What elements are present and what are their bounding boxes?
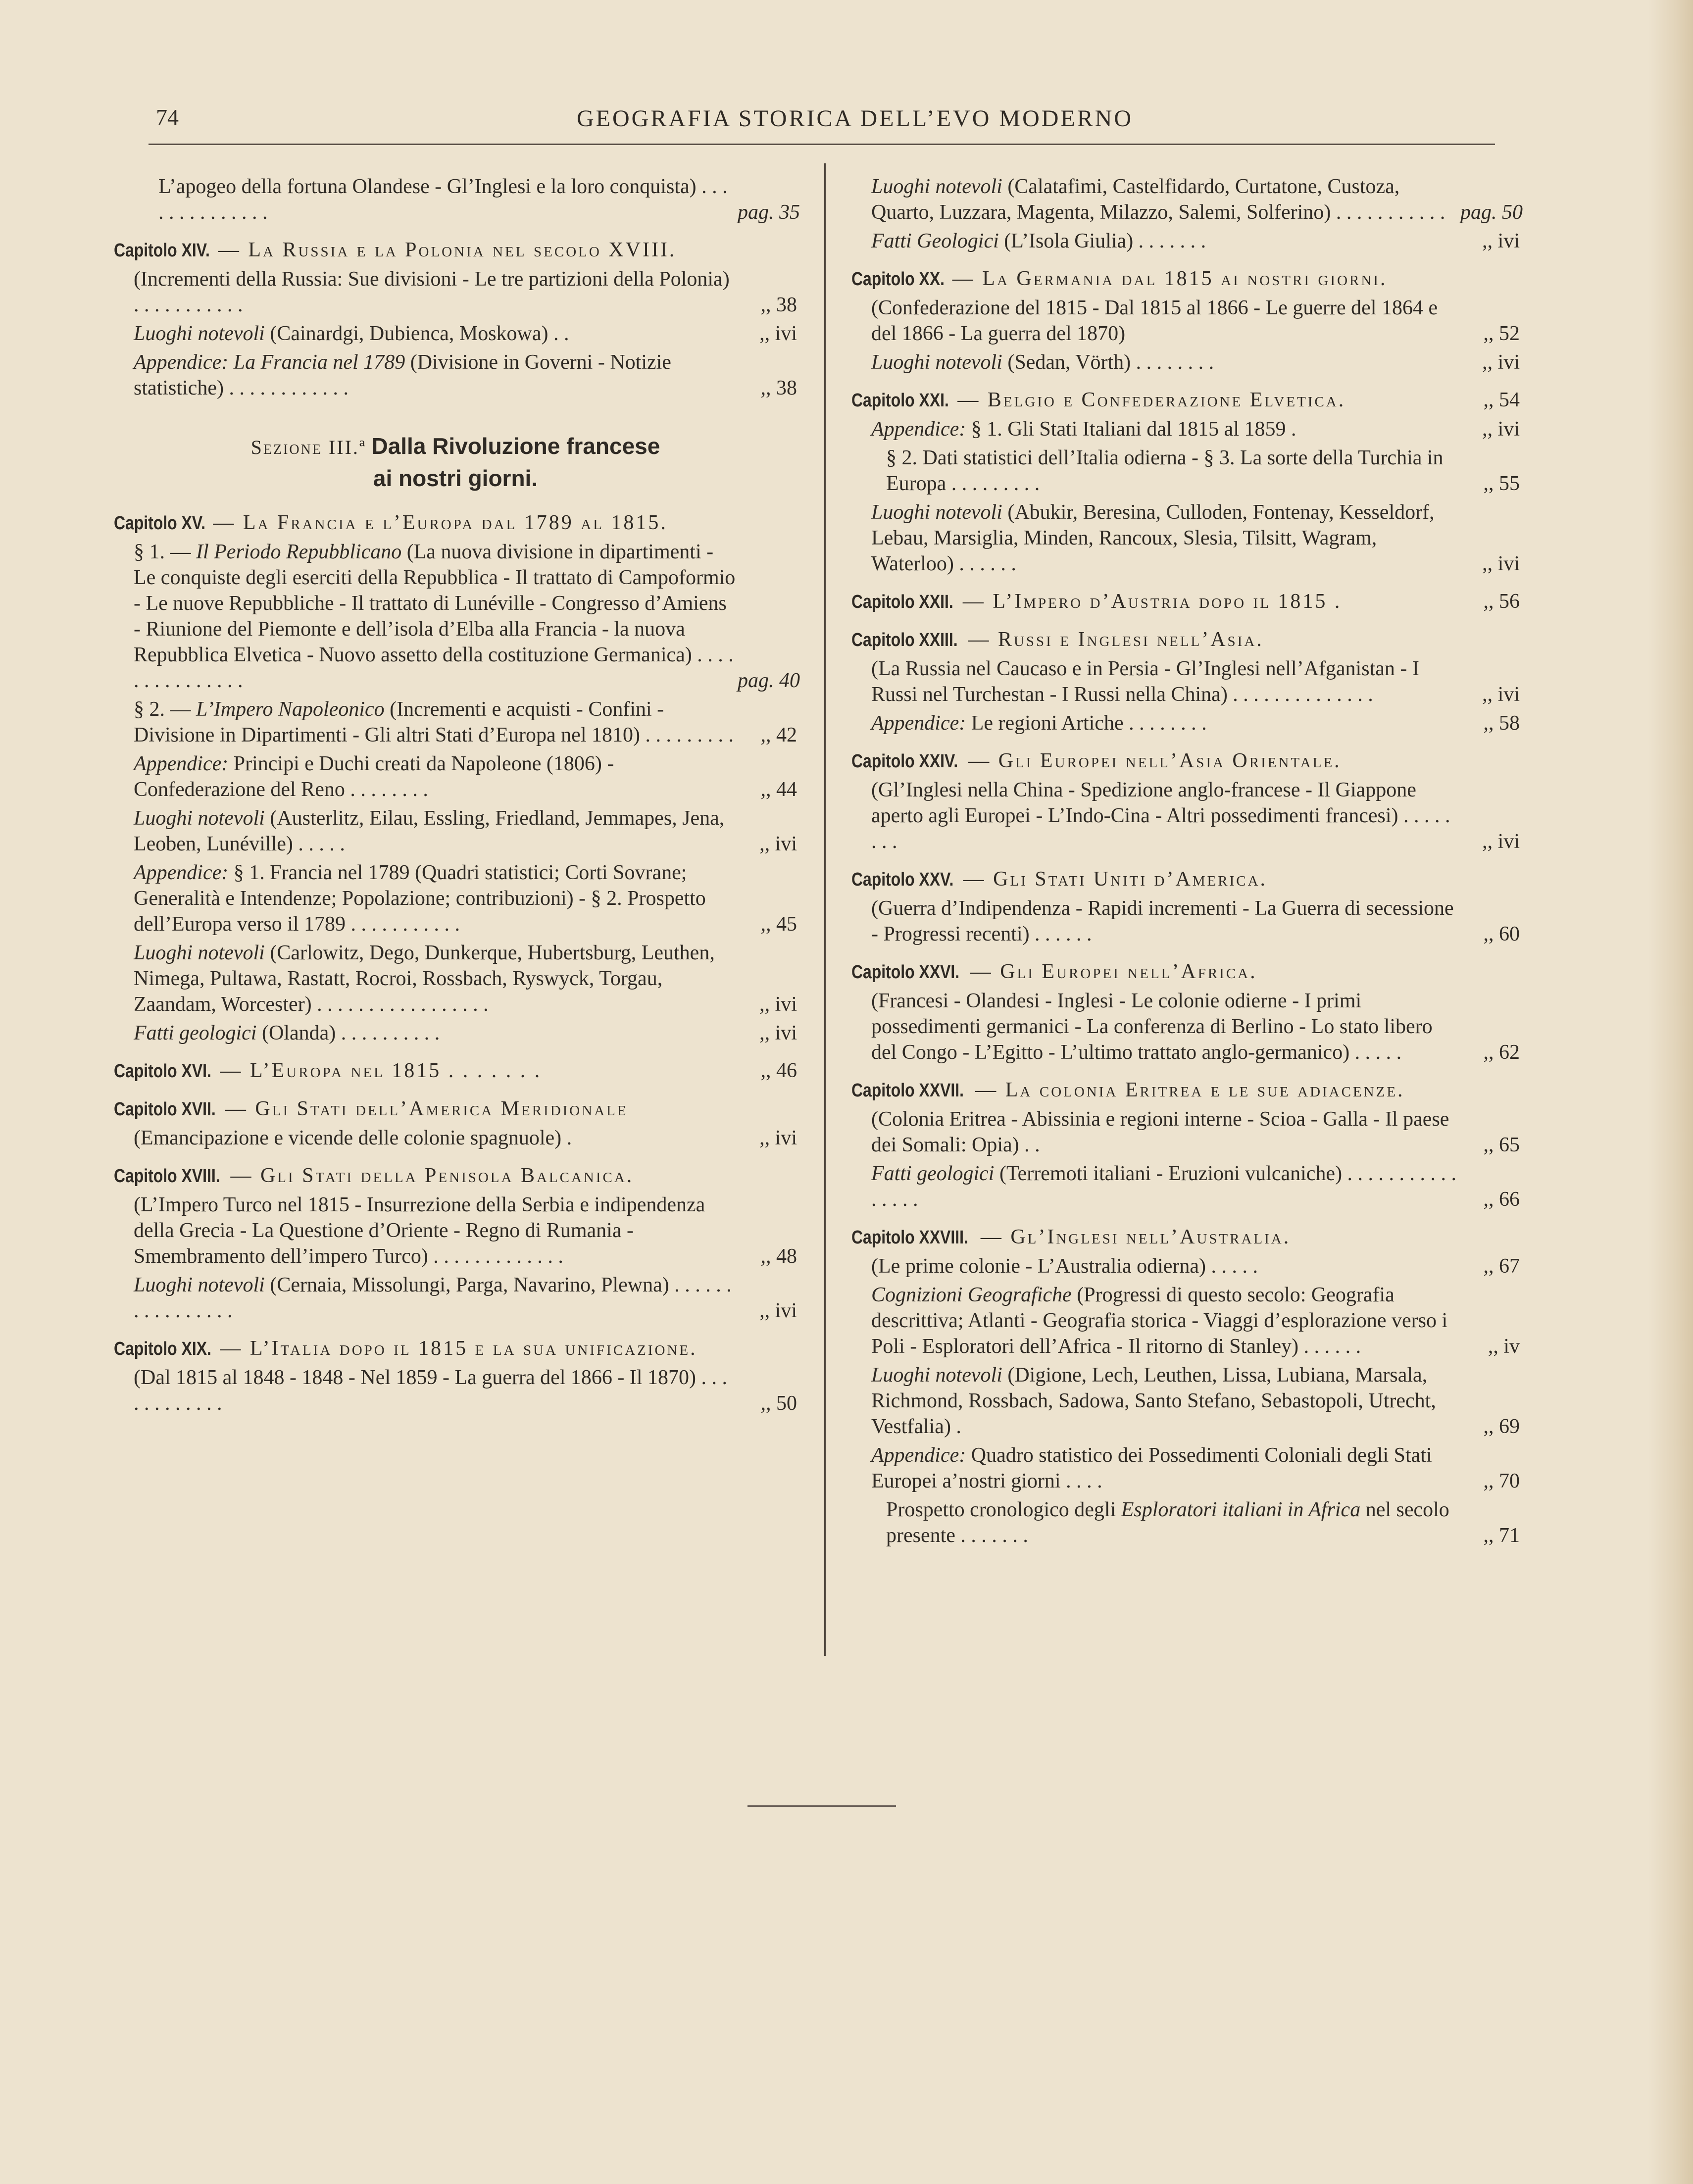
entry-page: pag. 50 [1460,201,1523,224]
entry-text: (Carlowitz, Dego, Dunkerque, Hubertsburg, Leuthen, Nimega, Pultawa, Rastatt, Rocroi, Rossbach, Ryswyck, Torgau, Zaandam, Worcester) . . . . . . . . . . . . . . . . . [134,942,715,1016]
entry-text: (Divisione in Governi - Notizie statistiche) . . . . . . . . . . . . [134,351,671,399]
entry-page: ,, 52 [1483,322,1520,345]
chapter-title: — Gli Europei nell’Africa. [970,960,1257,983]
chapter-label: Capitolo XXII. [851,592,953,612]
entry-text: (Guerra d’Indipendenza - Rapidi incrementi - La Guerra di secessione - Progressi recenti) . . . . . . [871,897,1454,945]
chapter-title: — Gli Stati dell’America Meridionale [225,1097,628,1120]
running-title: GEOGRAFIA STORICA DELL’EVO MODERNO [577,105,1134,132]
chapter-title: — Gli Europei nell’Asia Orientale. [968,749,1342,772]
entry-italic: Luoghi notevoli [134,322,265,345]
column-divider [824,163,826,1656]
entry-italic: Luoghi notevoli [134,1274,265,1296]
entry-text: (La nuova divisione in dipartimenti - Le conquiste degli eserciti della Repubblica - Il trattato di Campoformio - Le nuove Repubbliche - Il trattato di Lunéville - Congresso d’Amiens - Riunione del Piemonte e dell’isola d’Elba alla Francia - la nuova Repubblica Elvetica - Nuovo assetto della costituzione Germanica) . . . . . . . . . . . . . . . [134,541,736,692]
entry-text: (Progressi di questo secolo: Geografia descrittiva; Atlanti - Geografia storica - Viaggi d’esplorazione verso i Poli - Esploratori dell’Africa - Il ritorno di Stanley) . . . . . . [871,1284,1448,1358]
chapter-xvi [114,1058,797,1084]
chapter-xxviii [851,1224,1520,1548]
chapter-xxvii [851,1077,1520,1212]
chapter-label: Capitolo XVIII. [114,1166,220,1187]
chapter-title: — Gli Stati della Penisola Balcanica. [230,1164,634,1187]
chapter-xv [114,510,800,1046]
chapter-xxvi [851,959,1520,1065]
page-header [149,104,1485,149]
entry-italic: Appendice: [134,752,229,775]
chapter-title: — Russi e Inglesi nell’Asia. [968,628,1264,651]
entry-text: (Francesi - Olandesi - Inglesi - Le colonie odierne - I primi possedimenti germanici - La conferenza di Berlino - Lo stato libero del Congo - L’Egitto - L’ultimo trattato anglo-germanico) . . . . . [871,990,1433,1064]
header-rule [149,144,1495,145]
entry-page: ,, ivi [1482,418,1520,441]
entry-italic: Appendice: [871,1444,966,1467]
chapter-page: ,, 54 [1483,389,1520,411]
chapter-title: — La Germania dal 1815 ai nostri giorni. [952,267,1388,290]
entry-page: ,, ivi [759,1299,797,1322]
page-number: 74 [156,104,179,130]
chapter-title: — L’Italia dopo il 1815 e la sua unificazione. [220,1337,697,1360]
chapter-title: — Belgio e Confederazione Elvetica. [957,389,1346,411]
entry-text: (Digione, Lech, Leuthen, Lissa, Lubiana, Marsala, Richmond, Rossbach, Sadowa, Santo Stefano, Sebastopoli, Utrecht, Vestfalia) . [871,1364,1436,1438]
entry-page: pag. 35 [738,201,800,224]
entry-page: ,, ivi [759,833,797,855]
entry-page: ,, 58 [1483,712,1520,735]
chapter-title: — La Russia e la Polonia nel secolo XVIII. [218,239,677,261]
entry-italic: Appendice: [871,418,966,441]
chapter-label: Capitolo XXVII. [851,1080,964,1101]
entry-text-end: nel secolo presente . . . . . . . [886,1498,1449,1547]
chapter-title: — Gl’Inglesi nell’Australia. [980,1226,1291,1248]
chapter-label: Capitolo XXIV. [851,751,958,772]
entry-italic: Cognizioni Geografiche [871,1284,1072,1306]
chapter-label: Capitolo XIV. [114,240,210,261]
entry-page: ,, 67 [1483,1255,1520,1278]
entry-italic: Appendice: [134,861,229,884]
chapter-xxiv [851,748,1520,854]
entry-text: (Incrementi della Russia: Sue divisioni - Le tre partizioni della Polonia) . . . . . . . . . . . [134,268,730,316]
section-title: Dalla Rivoluzione francese [371,433,660,459]
chapter-xx [851,266,1520,375]
chapter-label: Capitolo XXVI. [851,962,960,983]
entry-page: ,, 48 [760,1245,797,1268]
entry-page: ,, 65 [1483,1134,1520,1156]
entry-text: § 2. Dati statistici dell’Italia odierna - § 3. La sorte della Turchia in Europa . . . . . . . . . [886,447,1444,495]
section-title-line2: ai nostri giorni. [373,465,538,491]
entry-italic: Luoghi notevoli [871,501,1002,524]
entry-text: L’apogeo della fortuna Olandese - Gl’Inglesi e la loro conquista) . . . . . . . . . . . . . . [158,175,728,224]
entry-text: (Abukir, Beresina, Culloden, Fontenay, Kesseldorf, Lebau, Marsiglia, Minden, Rancoux, Slesia, Tilsitt, Wagram, Waterloo) . . . . . . [871,501,1435,575]
chapter-xxii [851,589,1520,615]
chapter-label: Capitolo XXIII. [851,630,958,650]
entry-text: (L’Impero Turco nel 1815 - Insurrezione della Serbia e indipendenza della Grecia - La Questione d’Oriente - Regno di Rumania - Smembramento dell’impero Turco) . . . . . . . . . . . . . [134,1193,705,1268]
chapter-xvii [114,1096,797,1151]
entry-page: ,, ivi [759,1127,797,1149]
toc-entry [851,174,1523,254]
chapter-title: — La colonia Eritrea e le sue adiacenze. [975,1079,1405,1101]
entry-italic: Luoghi notevoli [134,942,265,964]
chapter-page: ,, 46 [760,1059,797,1082]
entry-page: ,, 60 [1483,923,1520,945]
entry-italic: Luoghi notevoli [134,807,265,830]
entry-text: Le regioni Artiche . . . . . . . . [966,712,1207,735]
entry-prefix: § 2. — [134,698,196,721]
entry-page: ,, 71 [1483,1524,1520,1547]
entry-italic: Fatti geologici [134,1022,257,1044]
entry-text: (Austerlitz, Eilau, Essling, Friedland, Jemmapes, Jena, Leoben, Lunéville) . . . . . [134,807,725,855]
chapter-title: — L’Impero d’Austria dopo il 1815 . [962,590,1342,613]
entry-page: ,, ivi [1482,351,1520,374]
entry-page: ,, 69 [1483,1415,1520,1438]
entry-text: (Emancipazione e vicende delle colonie spagnuole) . [134,1127,572,1149]
entry-page: ,, ivi [1482,552,1520,575]
chapter-label: Capitolo XX. [851,269,945,290]
chapter-xviii [114,1163,797,1324]
chapter-label: Capitolo XXI. [851,390,949,411]
entry-page: ,, 38 [760,294,797,316]
entry-text: (L’Isola Giulia) . . . . . . . [998,230,1206,252]
entry-text: (Terremoti italiani - Eruzioni vulcaniche) . . . . . . . . . . . . . . . . [871,1162,1457,1211]
entry-italic: Luoghi notevoli [871,1364,1002,1387]
chapter-title: — Gli Stati Uniti d’America. [963,868,1268,891]
entry-text: (Cainardgi, Dubienca, Moskowa) . . [264,322,569,345]
entry-page: ,, 66 [1483,1188,1520,1211]
toc-entry [114,174,800,225]
section-heading [114,431,797,495]
chapter-label: Capitolo XXVIII. [851,1227,968,1248]
entry-page: ,, iv [1488,1335,1520,1358]
entry-page: ,, 55 [1483,472,1520,495]
entry-text: (Calatafimi, Castelfidardo, Curtatone, Custoza, Quarto, Luzzara, Magenta, Milazzo, Salemi, Solferino) . . . . . . . . . . . [871,175,1445,224]
entry-text: (Sedan, Vörth) . . . . . . . . [1002,351,1214,374]
chapter-label: Capitolo XIX. [114,1339,211,1359]
chapter-xix [114,1336,797,1416]
chapter-xxi [851,387,1520,577]
entry-text: (Dal 1815 al 1848 - 1848 - Nel 1859 - La guerra del 1866 - Il 1870) . . . . . . . . . . . . [134,1366,728,1415]
entry-italic: Luoghi notevoli [871,175,1002,198]
entry-text: Principi e Duchi creati da Napoleone (1806) - Confederazione del Reno . . . . . . . . [134,752,614,801]
entry-text: (Incrementi e acquisti - Confini - Divisione in Dipartimenti - Gli altri Stati d’Europa nel 1810) . . . . . . . . . [134,698,734,746]
entry-page: ,, ivi [759,1022,797,1044]
entry-page: ,, 38 [760,377,797,399]
entry-italic: Fatti Geologici [871,230,999,252]
entry-text: (Confederazione del 1815 - Dal 1815 al 1866 - Le guerre del 1864 e del 1866 - La guerra del 1870) [871,297,1438,345]
bottom-rule [747,1805,896,1807]
entry-text: (Cernaia, Missolungi, Parga, Navarino, Plewna) . . . . . . . . . . . . . . . . [134,1274,732,1322]
left-column [114,171,800,1428]
chapter-label: Capitolo XVII. [114,1099,216,1120]
entry-page: ,, 70 [1483,1470,1520,1492]
entry-italic: Appendice: [871,712,966,735]
entry-text: (La Russia nel Caucaso e in Persia - Gl’Inglesi nell’Afganistan - I Russi nel Turchestan - I Russi nella China) . . . . . . . . . . . . . . [871,657,1419,706]
chapter-page: ,, 56 [1483,590,1520,613]
entry-text: (Colonia Eritrea - Abissinia e regioni interne - Scioa - Galla - Il paese dei Somali: Opia) . . [871,1108,1449,1156]
entry-page: ,, ivi [759,993,797,1016]
section-number: Sezione III.ª [250,436,366,458]
chapter-xxiii [851,627,1520,736]
entry-text: (Gl’Inglesi nella China - Spedizione anglo-francese - Il Giappone aperto agli Europei - L’Indo-Cina - Altri possedimenti francesi) . . . . . . . . [871,779,1450,853]
chapter-title: — L’Europa nel 1815 . . . . . . . [220,1059,542,1082]
entry-text: Quadro statistico dei Possedimenti Coloniali degli Stati Europei a’nostri giorni . . . . [871,1444,1432,1492]
entry-page: pag. 40 [738,669,800,692]
entry-page: ,, 45 [760,913,797,936]
chapter-label: Capitolo XV. [114,513,206,534]
entry-italic: Appendice: La Francia nel 1789 [134,351,405,374]
right-column [851,171,1523,1560]
chapter-xiv [114,237,797,401]
entry-italic: Esploratori italiani in Africa [1121,1498,1361,1521]
chapter-label: Capitolo XXV. [851,869,954,890]
entry-italic: Fatti geologici [871,1162,995,1185]
chapter-title: — La Francia e l’Europa dal 1789 al 1815. [213,511,668,534]
chapter-label: Capitolo XVI. [114,1061,211,1082]
entry-page: ,, 44 [760,778,797,801]
entry-italic: Il Periodo Repubblicano [196,541,402,563]
entry-text: (Le prime colonie - L’Australia odierna) . . . . . [871,1255,1258,1278]
entry-page: ,, 50 [760,1392,797,1415]
entry-text: (Olanda) . . . . . . . . . . [256,1022,440,1044]
entry-prefix: § 1. — [134,541,196,563]
entry-text: § 1. Francia nel 1789 (Quadri statistici; Corti Sovrane; Generalità e Intendenze; Popolazione; contribuzioni) - § 2. Prospetto dell’Europa verso il 1789 . . . . . . . . . . . [134,861,706,936]
entry-page: ,, 42 [760,724,797,746]
chapter-xxv [851,866,1520,947]
entry-page: ,, ivi [1482,683,1520,706]
entry-page: ,, ivi [1482,830,1520,853]
entry-italic: L’Impero Napoleonico [196,698,385,721]
entry-italic: Luoghi notevoli [871,351,1002,374]
entry-page: ,, 62 [1483,1041,1520,1064]
entry-page: ,, ivi [1482,230,1520,252]
entry-text: § 1. Gli Stati Italiani dal 1815 al 1859 . [966,418,1296,441]
page-edge-shadow [1648,0,1693,2184]
entry-text: Prospetto cronologico degli [886,1498,1121,1521]
entry-page: ,, ivi [759,322,797,345]
